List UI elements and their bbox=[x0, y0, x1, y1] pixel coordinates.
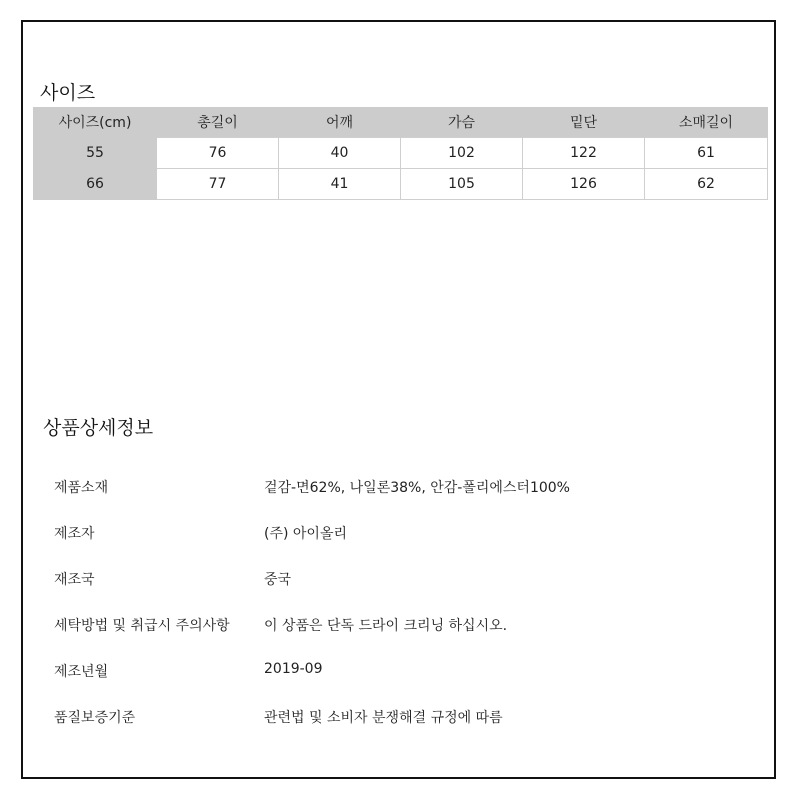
product-detail-list bbox=[54, 477, 754, 753]
detail-item-country bbox=[54, 569, 754, 615]
size-table-cell: 40 bbox=[279, 138, 401, 169]
detail-label: 제품소재 bbox=[54, 480, 109, 496]
size-table-row bbox=[34, 138, 768, 169]
size-table-header: 어깨 bbox=[279, 107, 401, 138]
detail-label: 제조년월 bbox=[54, 664, 109, 680]
detail-section-title: 상품상세정보 bbox=[43, 417, 154, 439]
size-table-cell: 126 bbox=[523, 169, 645, 200]
detail-label: 품질보증기준 bbox=[54, 710, 136, 726]
detail-label: 세탁방법 및 취급시 주의사항 bbox=[54, 618, 230, 634]
size-table-cell: 122 bbox=[523, 138, 645, 169]
size-table-cell: 41 bbox=[279, 169, 401, 200]
size-table-header: 가슴 bbox=[401, 107, 523, 138]
detail-item-care bbox=[54, 615, 754, 661]
detail-label: 재조국 bbox=[54, 572, 95, 588]
size-table-cell: 105 bbox=[401, 169, 523, 200]
detail-value: (주) 아이올리 bbox=[264, 526, 347, 542]
detail-value: 중국 bbox=[264, 572, 292, 588]
size-table-cell: 55 bbox=[34, 138, 157, 169]
size-table-cell: 62 bbox=[645, 169, 768, 200]
size-table-cell: 102 bbox=[401, 138, 523, 169]
detail-label: 제조자 bbox=[54, 526, 95, 542]
detail-value: 겉감-면62%, 나일론38%, 안감-폴리에스터100% bbox=[264, 480, 570, 496]
size-table-cell: 61 bbox=[645, 138, 768, 169]
size-table-cell: 66 bbox=[34, 169, 157, 200]
detail-value: 이 상품은 단독 드라이 크리닝 하십시오. bbox=[264, 618, 508, 634]
detail-item-warranty bbox=[54, 707, 754, 753]
detail-item-material bbox=[54, 477, 754, 523]
size-table-header: 총길이 bbox=[157, 107, 279, 138]
size-table bbox=[33, 107, 768, 200]
detail-item-manufacturer bbox=[54, 523, 754, 569]
size-table-cell: 77 bbox=[157, 169, 279, 200]
size-table-header: 사이즈(cm) bbox=[34, 107, 157, 138]
detail-value: 2019-09 bbox=[264, 661, 323, 677]
size-table-header: 밑단 bbox=[523, 107, 645, 138]
size-section-title: 사이즈 bbox=[40, 82, 96, 104]
size-table-header: 소매길이 bbox=[645, 107, 768, 138]
detail-item-date bbox=[54, 661, 754, 707]
size-table-header-row bbox=[34, 107, 768, 138]
size-table-cell: 76 bbox=[157, 138, 279, 169]
detail-value: 관련법 및 소비자 분쟁해결 규정에 따름 bbox=[264, 710, 503, 726]
size-table-row bbox=[34, 169, 768, 200]
